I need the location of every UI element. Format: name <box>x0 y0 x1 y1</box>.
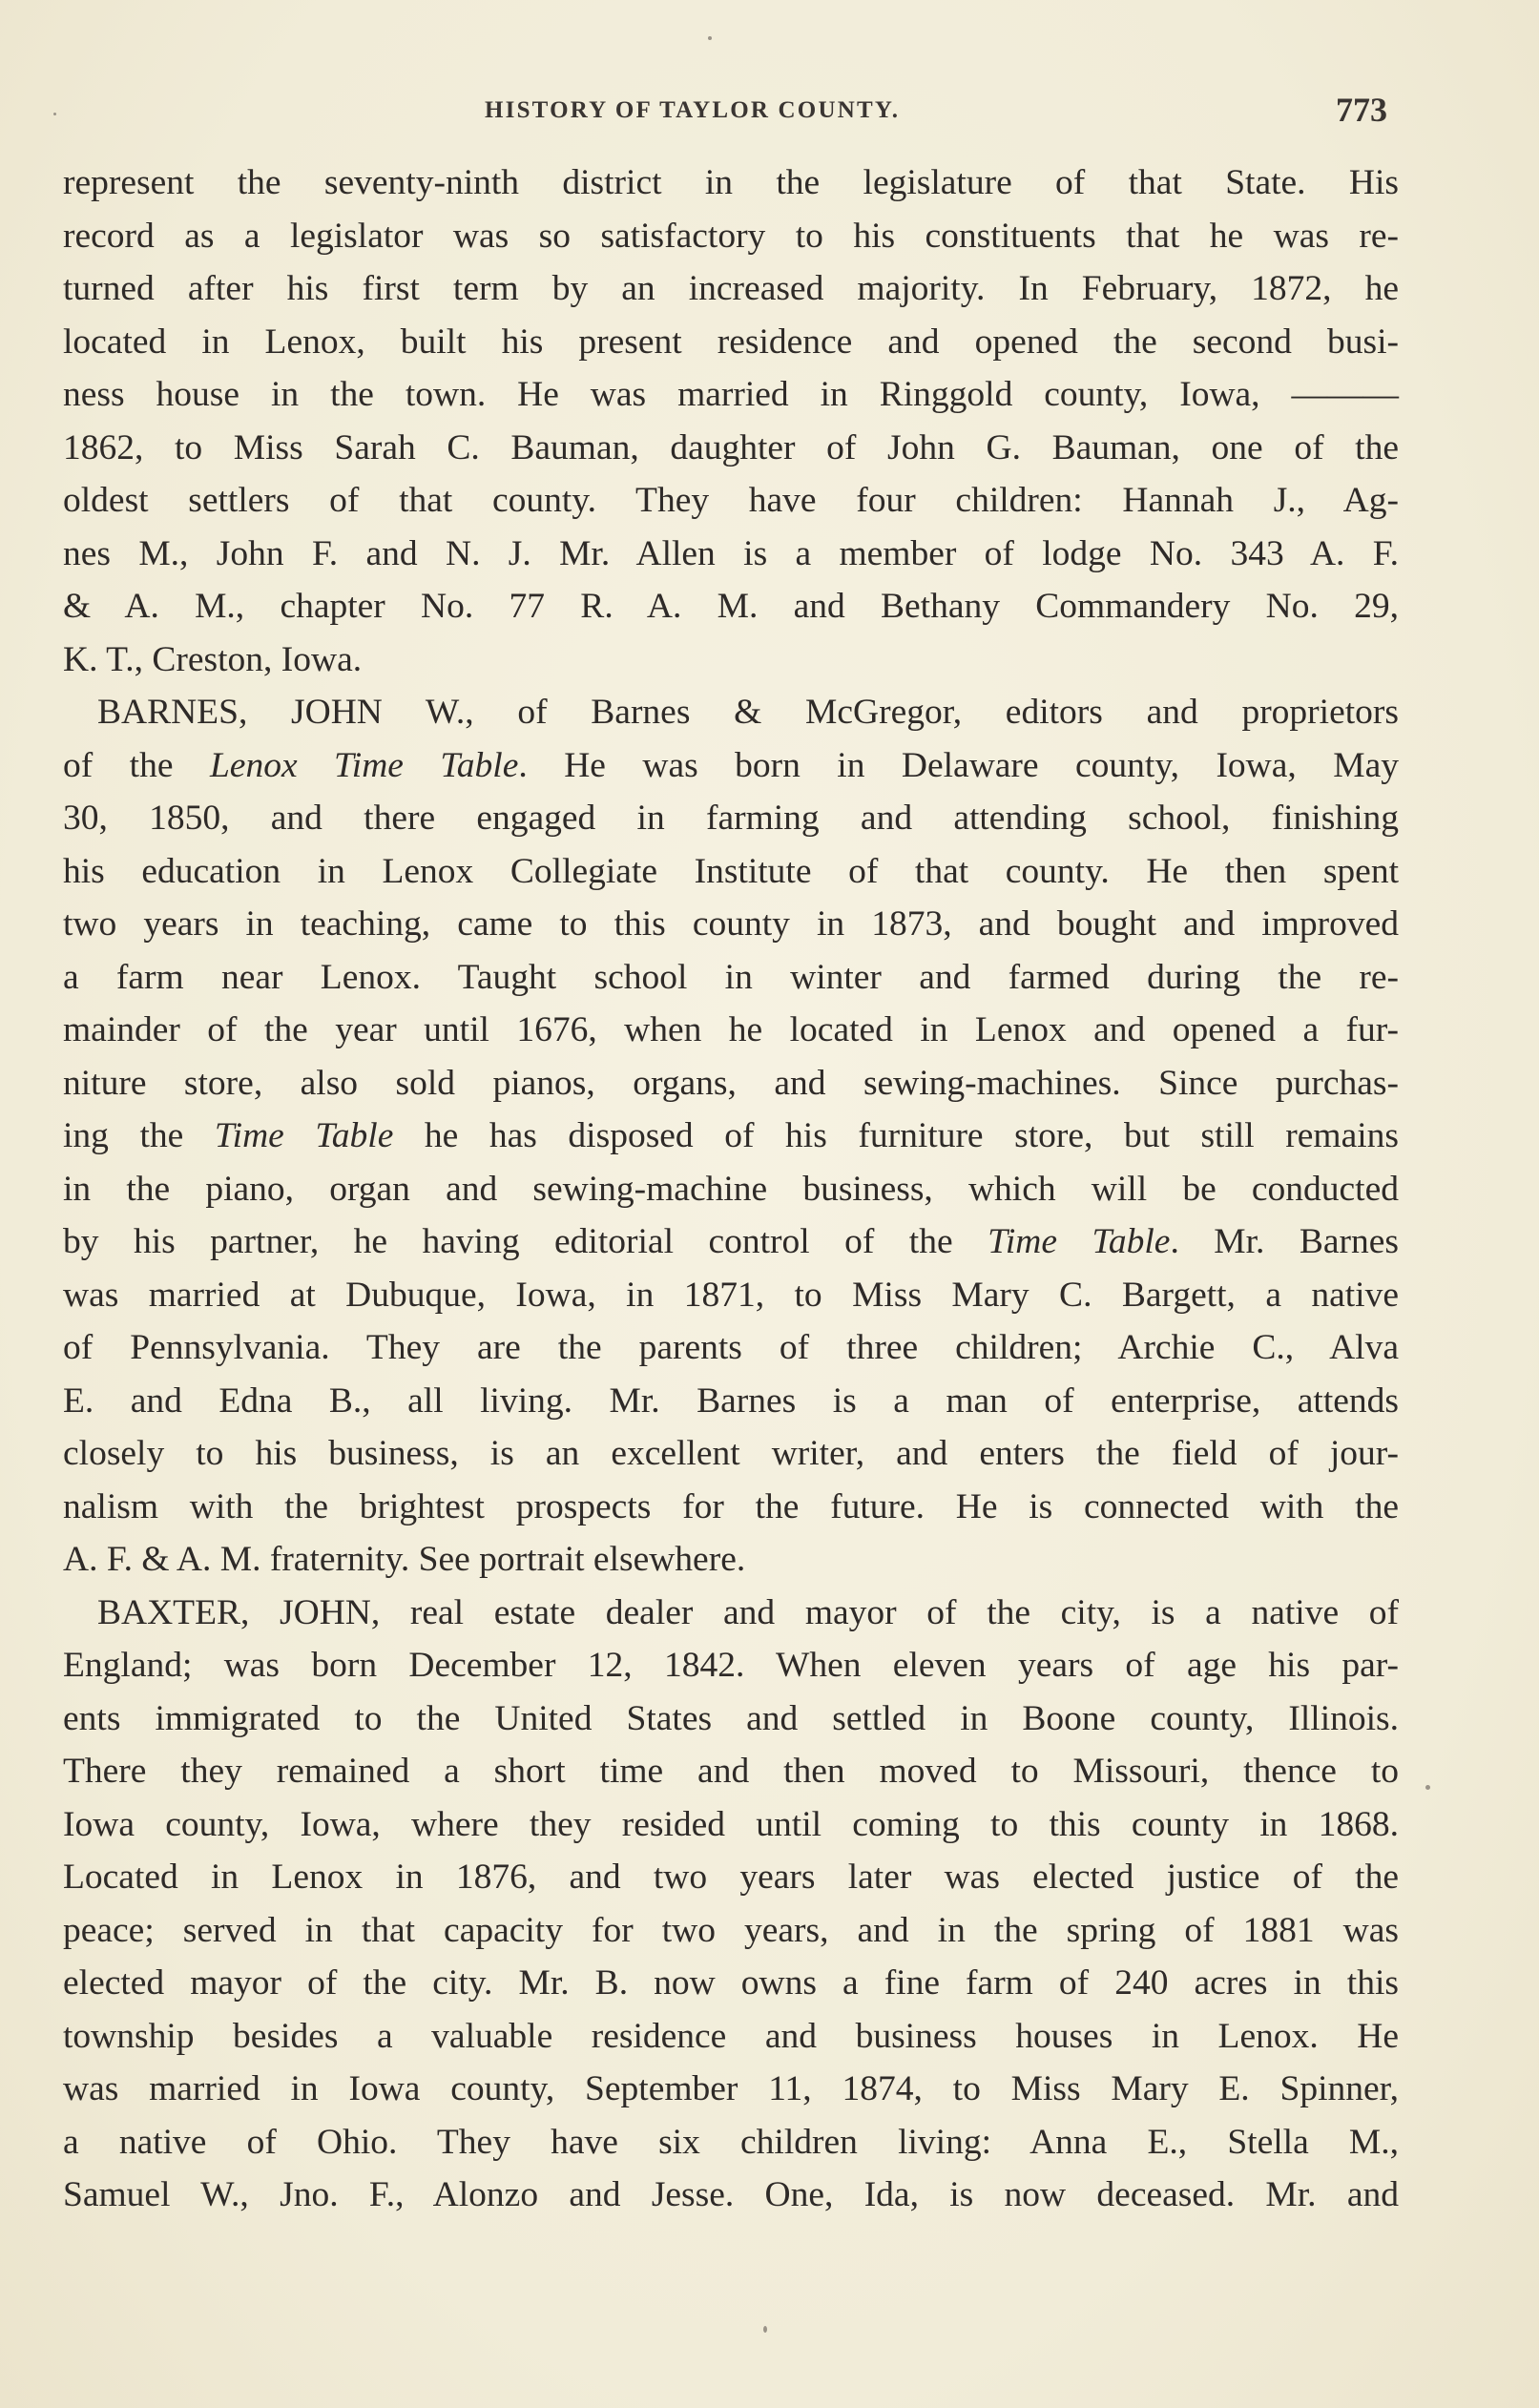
text-line: niture store, also sold pianos, organs, and sewing-machines. Since purchas- <box>63 1063 1399 1103</box>
body-text <box>63 156 1399 2222</box>
text-line: Samuel W., Jno. F., Alonzo and Jesse. One, Ida, is now deceased. Mr. and <box>63 2175 1399 2214</box>
text-line: turned after his first term by an increased majority. In February, 1872, he <box>63 269 1399 308</box>
text-line: England; was born December 12, 1842. When eleven years of age his par- <box>63 1646 1399 1685</box>
paper-fleck <box>708 36 712 40</box>
text-line: elected mayor of the city. Mr. B. now owns a fine farm of 240 acres in this <box>63 1963 1399 2003</box>
text-line: nes M., John F. and N. J. Mr. Allen is a member of lodge No. 343 A. F. <box>63 533 1399 573</box>
text-line: by his partner, he having editorial control of the Time Table. Mr. Barnes <box>63 1222 1399 1261</box>
text-line: ents immigrated to the United States and settled in Boone county, Illinois. <box>63 1698 1399 1738</box>
publication-title: Time Table <box>214 1116 394 1155</box>
text-line: his education in Lenox Collegiate Institute of that county. He then spent <box>63 851 1399 891</box>
paper-fleck <box>53 113 56 115</box>
text-line: nalism with the brightest prospects for the future. He is connected with the <box>63 1486 1399 1526</box>
text-line: township besides a valuable residence and business houses in Lenox. He <box>63 2016 1399 2056</box>
text-line: located in Lenox, built his present residence and opened the second busi- <box>63 322 1399 362</box>
text-line: peace; served in that capacity for two years, and in the spring of 1881 was <box>63 1910 1399 1950</box>
text-line: ness house in the town. He was married in Ringgold county, Iowa, ——— <box>63 375 1399 414</box>
text-line: record as a legislator was so satisfactory to his constituents that he was re- <box>63 216 1399 256</box>
text-line: K. T., Creston, Iowa. <box>63 639 363 679</box>
text-line: represent the seventy-ninth district in the legislature of that State. His <box>63 163 1399 202</box>
publication-title: Time Table <box>988 1222 1171 1261</box>
text-line: BARNES, JOHN W., of Barnes & McGregor, editors and proprietors <box>97 693 1399 732</box>
text-line: two years in teaching, came to this county in 1873, and bought and improved <box>63 904 1399 944</box>
text-line: 1862, to Miss Sarah C. Bauman, daughter of John G. Bauman, one of the <box>63 427 1399 467</box>
text-line: E. and Edna B., all living. Mr. Barnes is a man of enterprise, attends <box>63 1380 1399 1421</box>
text-line: A. F. & A. M. fraternity. See portrait elsewhere. <box>63 1540 746 1579</box>
text-line: of the Lenox Time Table. He was born in Delaware county, Iowa, May <box>63 745 1399 785</box>
text-line: oldest settlers of that county. They have four children: Hannah J., Ag- <box>63 481 1399 520</box>
text-line: a native of Ohio. They have six children living: Anna E., Stella M., <box>63 2122 1399 2162</box>
text-line: BAXTER, JOHN, real estate dealer and mayor of the city, is a native of <box>97 1592 1399 1632</box>
page-header <box>0 88 1539 135</box>
page-number: 773 <box>1336 91 1387 129</box>
text-line: ing the Time Table he has disposed of his furniture store, but still remains <box>63 1116 1399 1155</box>
text-line: Iowa county, Iowa, where they resided until coming to this county in 1868. <box>63 1804 1399 1844</box>
text-line: There they remained a short time and then moved to Missouri, thence to <box>63 1752 1399 1791</box>
text-line: mainder of the year until 1676, when he located in Lenox and opened a fur- <box>63 1010 1399 1049</box>
publication-title: Lenox Time Table <box>209 745 519 785</box>
text-line: of Pennsylvania. They are the parents of three children; Archie C., Alva <box>63 1328 1399 1367</box>
text-line: Located in Lenox in 1876, and two years later was elected justice of the <box>63 1858 1399 1897</box>
text-line: was married at Dubuque, Iowa, in 1871, to Miss Mary C. Bargett, a native <box>63 1275 1399 1315</box>
text-line: was married in Iowa county, September 11, 1874, to Miss Mary E. Spinner, <box>63 2069 1399 2108</box>
text-line: in the piano, organ and sewing-machine business, which will be conducted <box>63 1169 1399 1209</box>
text-line: a farm near Lenox. Taught school in winter and farmed during the re- <box>63 957 1399 997</box>
text-line: closely to his business, is an excellent writer, and enters the field of jour- <box>63 1434 1399 1473</box>
paper-fleck <box>1425 1785 1430 1790</box>
running-head: HISTORY OF TAYLOR COUNTY. <box>485 97 901 123</box>
text-line: 30, 1850, and there engaged in farming and attending school, finishing <box>63 799 1399 838</box>
paper-fleck <box>763 2326 767 2333</box>
text-line: & A. M., chapter No. 77 R. A. M. and Bethany Commandery No. 29, <box>63 587 1399 626</box>
